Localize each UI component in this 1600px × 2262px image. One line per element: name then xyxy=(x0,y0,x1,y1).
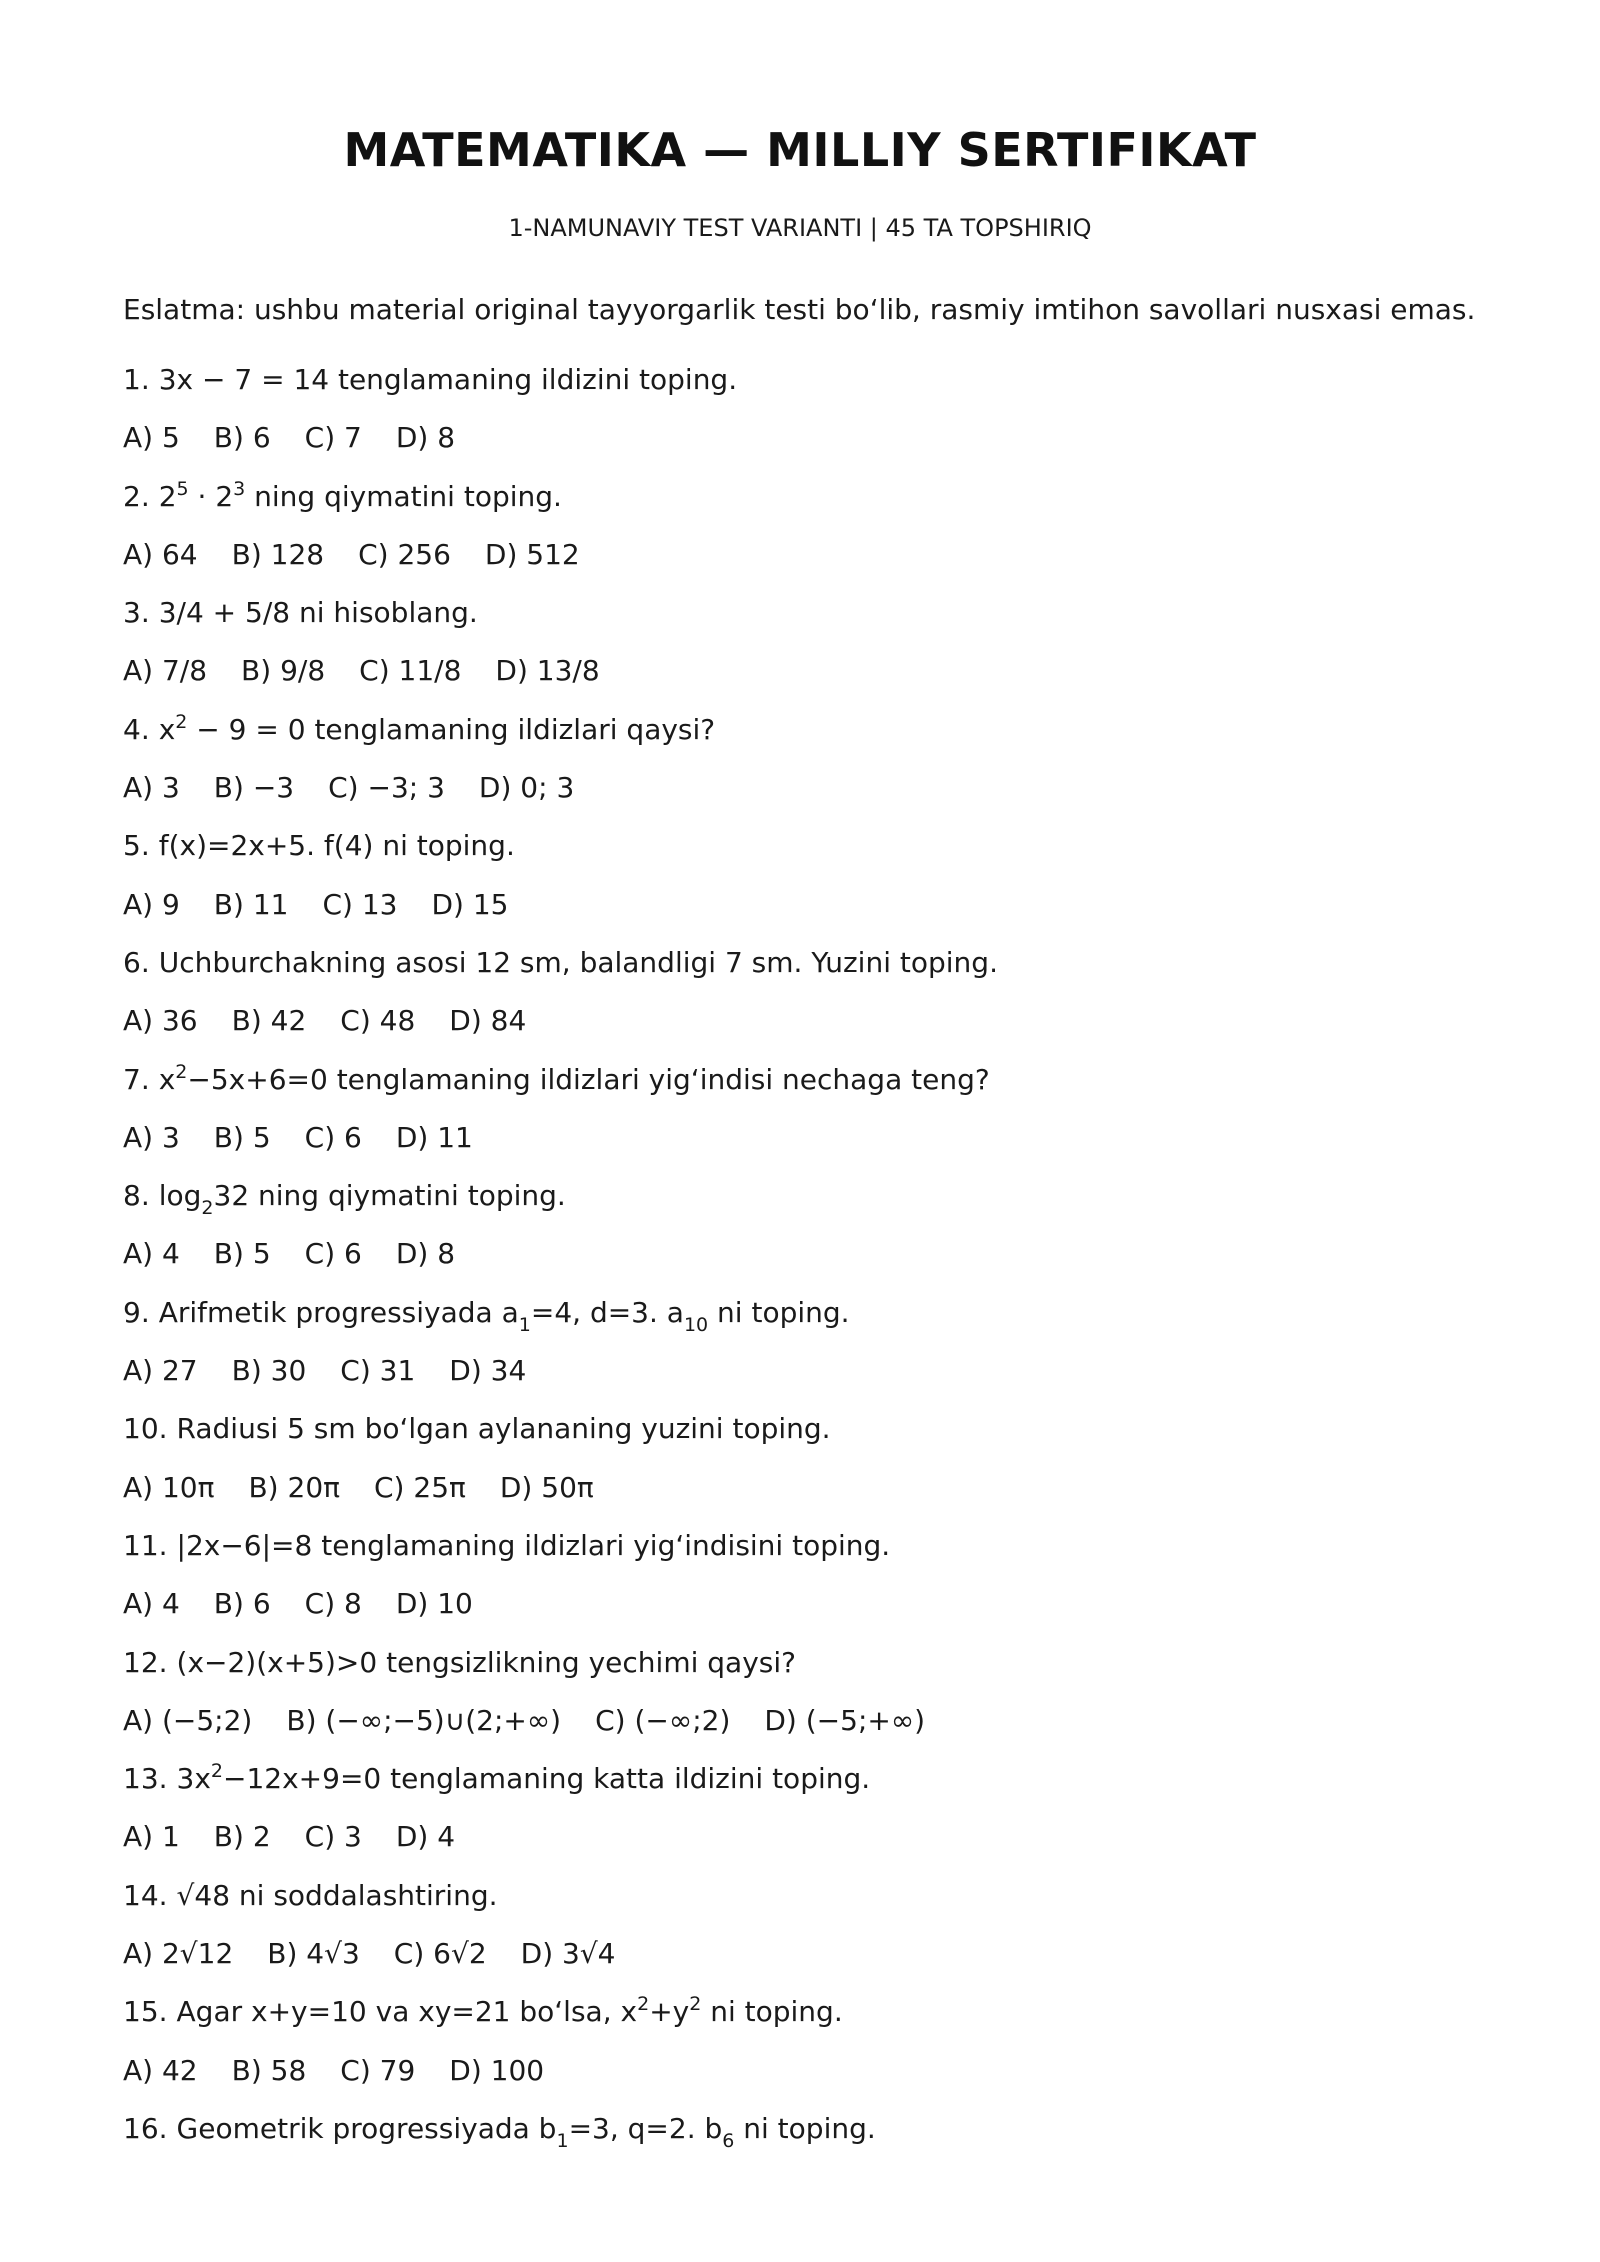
question-15 xyxy=(123,1994,1503,2052)
question-text: Geometrik progressiyada b xyxy=(176,2111,557,2145)
question-text: f(x)=2x+5. f(4) ni toping. xyxy=(158,829,515,863)
answer-options-9 xyxy=(123,1353,1503,1411)
option-c[interactable]: C) 6 xyxy=(304,1237,362,1271)
option-a[interactable]: A) 1 xyxy=(123,1820,180,1854)
question-number: 4. xyxy=(123,712,150,746)
question-text: √48 ni soddalashtiring. xyxy=(176,1878,498,1912)
question-text: |2x−6|=8 tenglamaning ildizlari yig‘indisini toping. xyxy=(176,1528,891,1562)
question-4 xyxy=(123,712,1503,770)
question-text: ni toping. xyxy=(701,1995,843,2029)
question-text: Arifmetik progressiyada a xyxy=(158,1295,519,1329)
question-number: 7. xyxy=(123,1062,150,1096)
question-text: Uchburchakning asosi 12 sm, balandligi 7 sm. Yuzini toping. xyxy=(158,945,998,979)
option-b[interactable]: B) 9/8 xyxy=(241,654,326,688)
exponent: 5 xyxy=(176,477,189,500)
question-text: x xyxy=(158,712,176,746)
question-text: ning qiymatini toping. xyxy=(245,479,562,513)
option-d[interactable]: D) 10 xyxy=(395,1587,473,1621)
question-number: 5. xyxy=(123,829,150,863)
question-text: log xyxy=(158,1179,202,1213)
question-number: 14. xyxy=(123,1878,168,1912)
option-b[interactable]: B) 20π xyxy=(248,1470,340,1504)
answer-options-12 xyxy=(123,1703,1503,1761)
question-text: 2 xyxy=(158,479,177,513)
option-d[interactable]: D) 0; 3 xyxy=(478,771,575,805)
option-c[interactable]: C) 25π xyxy=(374,1470,466,1504)
option-b[interactable]: B) 5 xyxy=(213,1237,271,1271)
answer-options-4 xyxy=(123,770,1503,828)
answer-options-14 xyxy=(123,1936,1503,1994)
question-number: 1. xyxy=(123,363,150,396)
option-a[interactable]: A) 4 xyxy=(123,1237,180,1271)
subscript: 10 xyxy=(683,1313,709,1336)
question-number: 11. xyxy=(123,1528,168,1562)
question-text: 3x − 7 = 14 tenglamaning ildizini toping. xyxy=(158,363,738,396)
question-number: 12. xyxy=(123,1645,168,1679)
option-d[interactable]: D) 8 xyxy=(395,1237,456,1271)
question-1 xyxy=(123,362,1503,420)
subscript: 1 xyxy=(518,1313,531,1336)
option-b[interactable]: B) 2 xyxy=(213,1820,271,1854)
question-number: 13. xyxy=(123,1762,168,1796)
option-d[interactable]: D) 13/8 xyxy=(495,654,600,688)
question-text: =3, q=2. b xyxy=(568,2111,723,2145)
exponent: 2 xyxy=(210,1760,224,1783)
question-6 xyxy=(123,945,1503,1003)
question-11 xyxy=(123,1528,1503,1586)
question-text: Radiusi 5 sm bo‘lgan aylananing yuzini toping. xyxy=(176,1412,831,1446)
option-c[interactable]: C) 79 xyxy=(340,2053,416,2087)
option-b[interactable]: B) 58 xyxy=(231,2053,307,2087)
option-b[interactable]: B) 5 xyxy=(213,1120,271,1154)
option-c[interactable]: C) 48 xyxy=(340,1004,416,1038)
question-text: 3x xyxy=(176,1762,211,1796)
subscript: 6 xyxy=(722,2129,735,2152)
question-number: 2. xyxy=(123,479,150,513)
option-d[interactable]: D) 50π xyxy=(499,1470,594,1504)
question-3 xyxy=(123,595,1503,653)
answer-options-5 xyxy=(123,887,1503,945)
question-text: (x−2)(x+5)>0 tengsizlikning yechimi qaysi? xyxy=(176,1645,797,1679)
option-a[interactable]: A) 64 xyxy=(123,537,198,571)
option-c[interactable]: C) (−∞;2) xyxy=(595,1703,731,1737)
answer-options-8 xyxy=(123,1236,1503,1294)
subscript: 2 xyxy=(201,1197,214,1220)
option-d[interactable]: D) 100 xyxy=(449,2053,545,2087)
option-b[interactable]: B) 11 xyxy=(213,887,289,921)
answer-options-3 xyxy=(123,653,1503,711)
option-a[interactable]: A) 9 xyxy=(123,887,180,921)
question-text: −5x+6=0 tenglamaning ildizlari yig‘indisi nechaga teng? xyxy=(187,1062,990,1096)
answer-options-1 xyxy=(123,420,1503,478)
question-text: ni toping. xyxy=(734,2111,876,2145)
option-c[interactable]: C) 256 xyxy=(358,537,451,571)
question-5 xyxy=(123,828,1503,886)
question-text: ni toping. xyxy=(708,1295,850,1329)
option-d[interactable]: D) 3√4 xyxy=(520,1937,616,1971)
option-c[interactable]: C) 8 xyxy=(304,1587,362,1621)
option-b[interactable]: B) 6 xyxy=(213,1587,271,1621)
answer-options-11 xyxy=(123,1586,1503,1644)
option-d[interactable]: D) 11 xyxy=(395,1120,473,1154)
exponent: 2 xyxy=(637,1993,650,2016)
option-a[interactable]: A) 3 xyxy=(123,1120,180,1154)
question-text: · 2 xyxy=(188,479,234,513)
option-a[interactable]: A) 42 xyxy=(123,2053,198,2087)
page-title: MATEMATIKA — MILLIY SERTIFIKAT xyxy=(343,123,1257,177)
option-c[interactable]: C) 6√2 xyxy=(393,1937,487,1971)
exponent: 2 xyxy=(689,1993,702,2016)
option-a[interactable]: A) 36 xyxy=(123,1004,198,1038)
option-c[interactable]: C) 3 xyxy=(304,1820,362,1854)
question-12 xyxy=(123,1645,1503,1703)
question-16 xyxy=(123,2111,1503,2169)
option-b[interactable]: B) 128 xyxy=(231,537,325,571)
answer-options-2 xyxy=(123,537,1503,595)
question-text: 32 ning qiymatini toping. xyxy=(213,1179,566,1213)
question-text: Agar x+y=10 va xy=21 bo‘lsa, x xyxy=(176,1995,638,2029)
subscript: 1 xyxy=(556,2129,569,2152)
question-8 xyxy=(123,1178,1503,1236)
question-text: =4, d=3. a xyxy=(530,1295,684,1329)
disclaimer-note: Eslatma: ushbu material original tayyorgarlik testi bo‘lib, rasmiy imtihon savollari nusxasi emas. xyxy=(123,293,1476,326)
exponent: 2 xyxy=(175,710,188,733)
question-number: 6. xyxy=(123,945,150,979)
option-d[interactable]: D) 84 xyxy=(449,1004,527,1038)
option-a[interactable]: A) 4 xyxy=(123,1587,180,1621)
question-2 xyxy=(123,479,1503,537)
option-c[interactable]: C) 31 xyxy=(340,1354,416,1388)
option-b[interactable]: B) (−∞;−5)∪(2;+∞) xyxy=(286,1703,562,1737)
option-d[interactable]: D) 4 xyxy=(395,1820,456,1854)
question-9 xyxy=(123,1295,1503,1353)
question-number: 9. xyxy=(123,1295,150,1329)
option-b[interactable]: B) −3 xyxy=(213,771,295,805)
question-7 xyxy=(123,1062,1503,1120)
exponent: 3 xyxy=(233,477,246,500)
question-number: 10. xyxy=(123,1412,168,1446)
question-text: −12x+9=0 tenglamaning katta ildizini toping. xyxy=(223,1762,871,1796)
option-a[interactable]: A) 2√12 xyxy=(123,1937,234,1971)
question-text: x xyxy=(158,1062,176,1096)
option-a[interactable]: A) 10π xyxy=(123,1470,215,1504)
option-d[interactable]: D) (−5;+∞) xyxy=(764,1703,926,1737)
option-c[interactable]: C) 6 xyxy=(304,1120,362,1154)
option-d[interactable]: D) 8 xyxy=(395,421,456,455)
question-number: 8. xyxy=(123,1179,150,1213)
option-b[interactable]: B) 42 xyxy=(231,1004,307,1038)
question-text: +y xyxy=(649,1995,690,2029)
option-c[interactable]: C) −3; 3 xyxy=(328,771,445,805)
question-number: 3. xyxy=(123,596,150,630)
option-b[interactable]: B) 30 xyxy=(231,1354,307,1388)
option-a[interactable]: A) 3 xyxy=(123,771,180,805)
question-14 xyxy=(123,1878,1503,1936)
answer-options-7 xyxy=(123,1120,1503,1178)
option-d[interactable]: D) 15 xyxy=(431,887,509,921)
answer-options-6 xyxy=(123,1003,1503,1061)
option-a[interactable]: A) 27 xyxy=(123,1354,198,1388)
option-d[interactable]: D) 34 xyxy=(449,1354,527,1388)
answer-options-15 xyxy=(123,2053,1503,2111)
question-13 xyxy=(123,1761,1503,1819)
option-b[interactable]: B) 4√3 xyxy=(267,1937,360,1971)
question-text: 3/4 + 5/8 ni hisoblang. xyxy=(158,596,478,630)
option-a[interactable]: A) 5 xyxy=(123,421,180,455)
question-list xyxy=(123,362,1503,2169)
question-number: 16. xyxy=(123,2111,168,2145)
page-subtitle: 1-NAMUNAVIY TEST VARIANTI | 45 TA TOPSHIRIQ xyxy=(508,214,1092,242)
option-c[interactable]: C) 13 xyxy=(322,887,398,921)
question-text: − 9 = 0 tenglamaning ildizlari qaysi? xyxy=(187,712,716,746)
exponent: 2 xyxy=(175,1060,188,1083)
option-c[interactable]: C) 11/8 xyxy=(359,654,462,688)
option-c[interactable]: C) 7 xyxy=(304,421,362,455)
option-a[interactable]: A) 7/8 xyxy=(123,654,208,688)
option-b[interactable]: B) 6 xyxy=(213,421,271,455)
answer-options-13 xyxy=(123,1819,1503,1877)
option-a[interactable]: A) (−5;2) xyxy=(123,1703,253,1737)
option-d[interactable]: D) 512 xyxy=(484,537,580,571)
question-number: 15. xyxy=(123,1995,168,2029)
question-10 xyxy=(123,1411,1503,1469)
answer-options-10 xyxy=(123,1470,1503,1528)
